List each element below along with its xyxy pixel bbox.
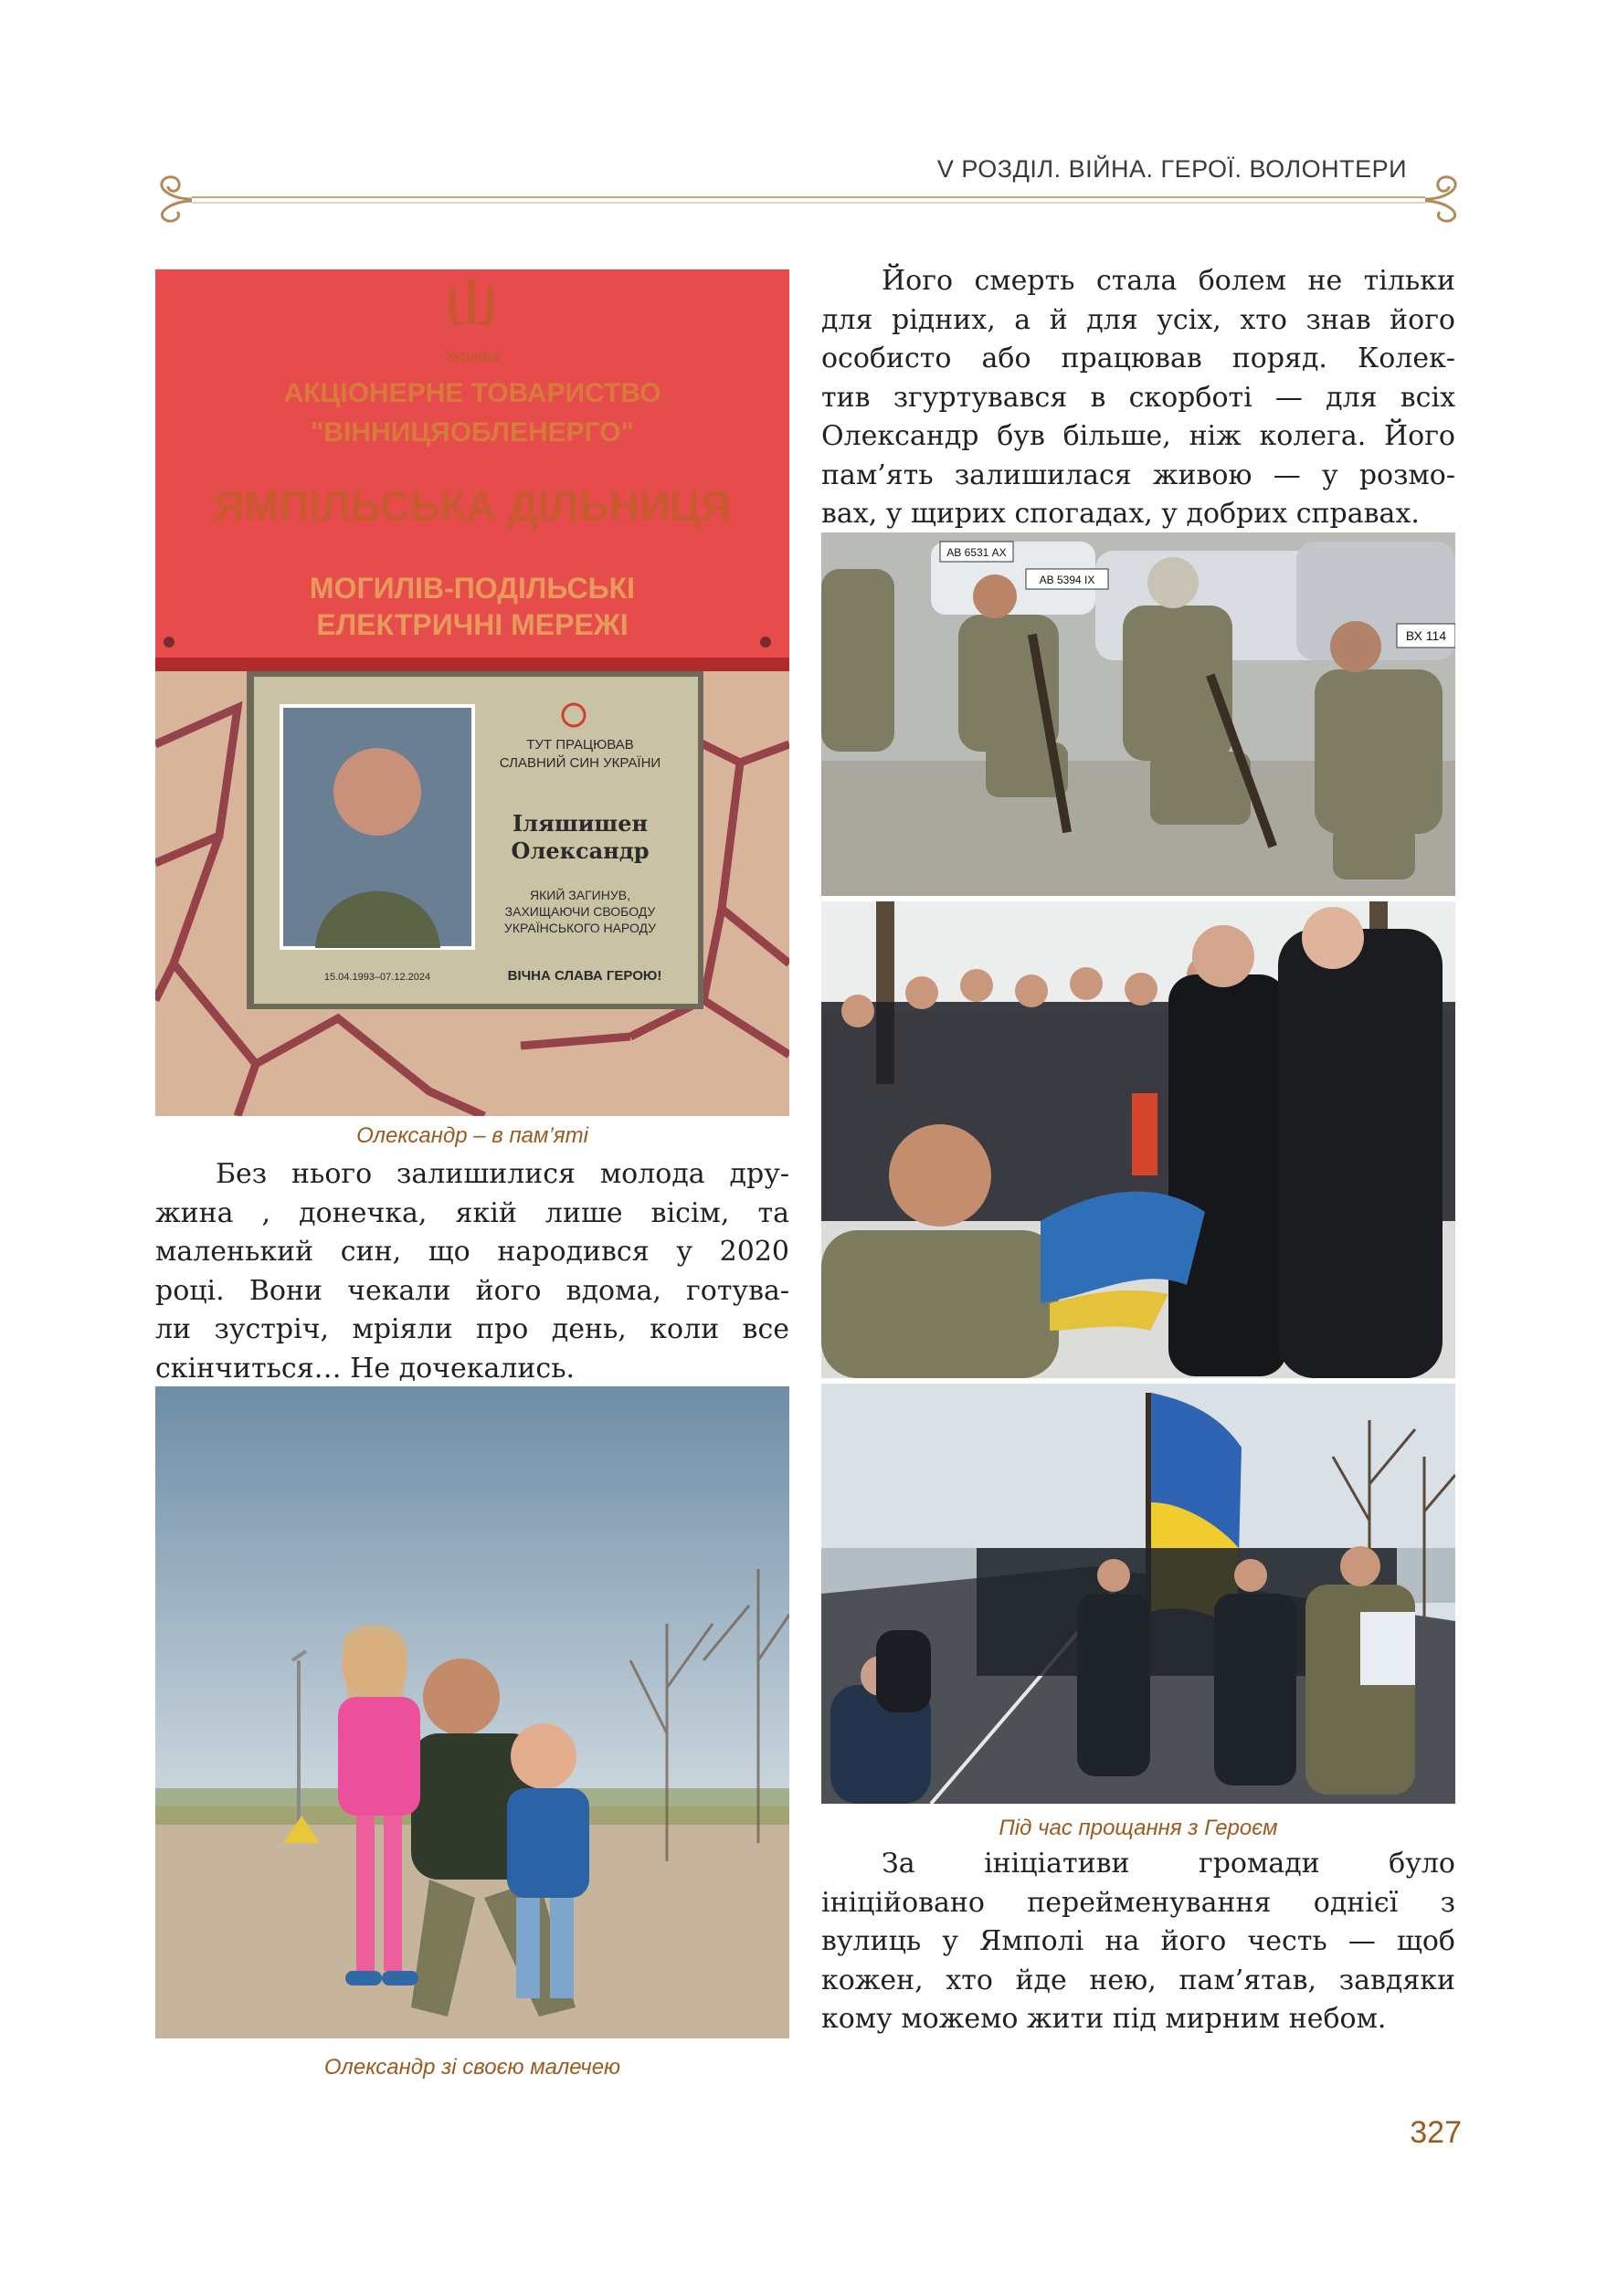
plate-2: АВ 5394 ІХ	[1039, 574, 1095, 586]
plate-3: ВХ 114	[1405, 628, 1447, 643]
page-number: 327	[1410, 2115, 1462, 2150]
sign-line1: АКЦІОНЕРНЕ ТОВАРИСТВО	[283, 378, 661, 408]
sign-line3: ЯМПІЛЬСЬКА ДІЛЬНИЦЯ	[214, 482, 731, 530]
text-line: році. Вони чекали його вдома, готува-	[155, 1274, 789, 1307]
text-line: жина , донечка, якій лише вісім, та	[155, 1196, 789, 1229]
text-line: особисто або працював поряд. Колек-	[821, 342, 1455, 374]
photo-memorial-plaques	[155, 269, 789, 1116]
plaque-heading1: ТУТ ПРАЦЮВАВ	[526, 737, 634, 753]
text-line: Його смерть стала болем не тільки	[882, 265, 1455, 297]
text-line: ініційовано перейменування однієї з	[821, 1886, 1455, 1919]
chapter-title: V РОЗДІЛ. ВІЙНА. ГЕРОЇ. ВОЛОНТЕРИ	[936, 155, 1407, 183]
caption-family: Олександр зі своєю малечею	[323, 2055, 621, 2080]
text-line: Олександр був більше, ніж колега. Його	[821, 420, 1455, 452]
text-line: для рідних, а й для усіх, хто знав його	[821, 303, 1455, 336]
text-line: Без нього залишилися молода дру-	[216, 1158, 789, 1190]
plaque-text1: ЯКИЙ ЗАГИНУВ,	[530, 888, 630, 902]
plaque-motto: ВІЧНА СЛАВА ГЕРОЮ!	[507, 968, 662, 984]
sign-country: Україна	[445, 349, 500, 364]
text-line: вах, у щирих спогадах, у добрих справах.	[821, 498, 1420, 530]
paragraph-street-renaming	[821, 1845, 1455, 2039]
plaque-text2: ЗАХИЩАЮЧИ СВОБОДУ	[504, 904, 656, 919]
plaque-heading2: СЛАВНИЙ СИН УКРАЇНИ	[499, 755, 661, 771]
photo-flag-handover	[821, 901, 1455, 1378]
text-line: кому можемо жити під мирним небом.	[821, 2003, 1387, 2035]
text-line: ли зустріч, мріяли про день, коли все	[155, 1313, 789, 1345]
text-line: маленький син, що народився у 2020	[155, 1236, 789, 1268]
photo-farewell-procession	[821, 1384, 1455, 1804]
plaque-dates: 15.04.1993–07.12.2024	[323, 972, 431, 983]
text-line: скінчиться… Не дочекались.	[155, 1352, 576, 1385]
plaque-text3: УКРАЇНСЬКОГО НАРОДУ	[503, 921, 657, 935]
text-line: вулиць у Ямполі на його честь — щоб	[821, 1925, 1455, 1957]
caption-plaque: Олександр – в пам’яті	[356, 1123, 588, 1148]
plaque-name1: Іляшишен	[512, 810, 649, 837]
paragraph-family	[155, 1155, 789, 1388]
text-line: тив згуртувався в скорботі — для всіх	[821, 381, 1455, 414]
caption-farewell: Під час прощання з Героєм	[999, 1816, 1278, 1840]
header-ornament	[146, 172, 1471, 226]
plate-1: АВ 6531 АХ	[946, 546, 1007, 559]
text-line: пам’ять залишилася живою — у розмо-	[821, 458, 1455, 491]
paragraph-grief	[821, 262, 1455, 534]
sign-line5: ЕЛЕКТРИЧНІ МЕРЕЖІ	[316, 608, 629, 641]
photo-kneeling-soldiers	[821, 532, 1455, 896]
text-line: кожен, хто йде нею, пам’ятав, завдяки	[821, 1964, 1455, 1996]
photo-family	[155, 1386, 789, 2038]
text-line: За ініціативи громади було	[882, 1848, 1455, 1880]
sign-line4: МОГИЛІВ-ПОДІЛЬСЬКІ	[309, 572, 636, 605]
sign-line2: "ВІННИЦЯОБЛЕНЕРГО"	[311, 417, 634, 448]
plaque-name2: Олександр	[511, 837, 650, 864]
